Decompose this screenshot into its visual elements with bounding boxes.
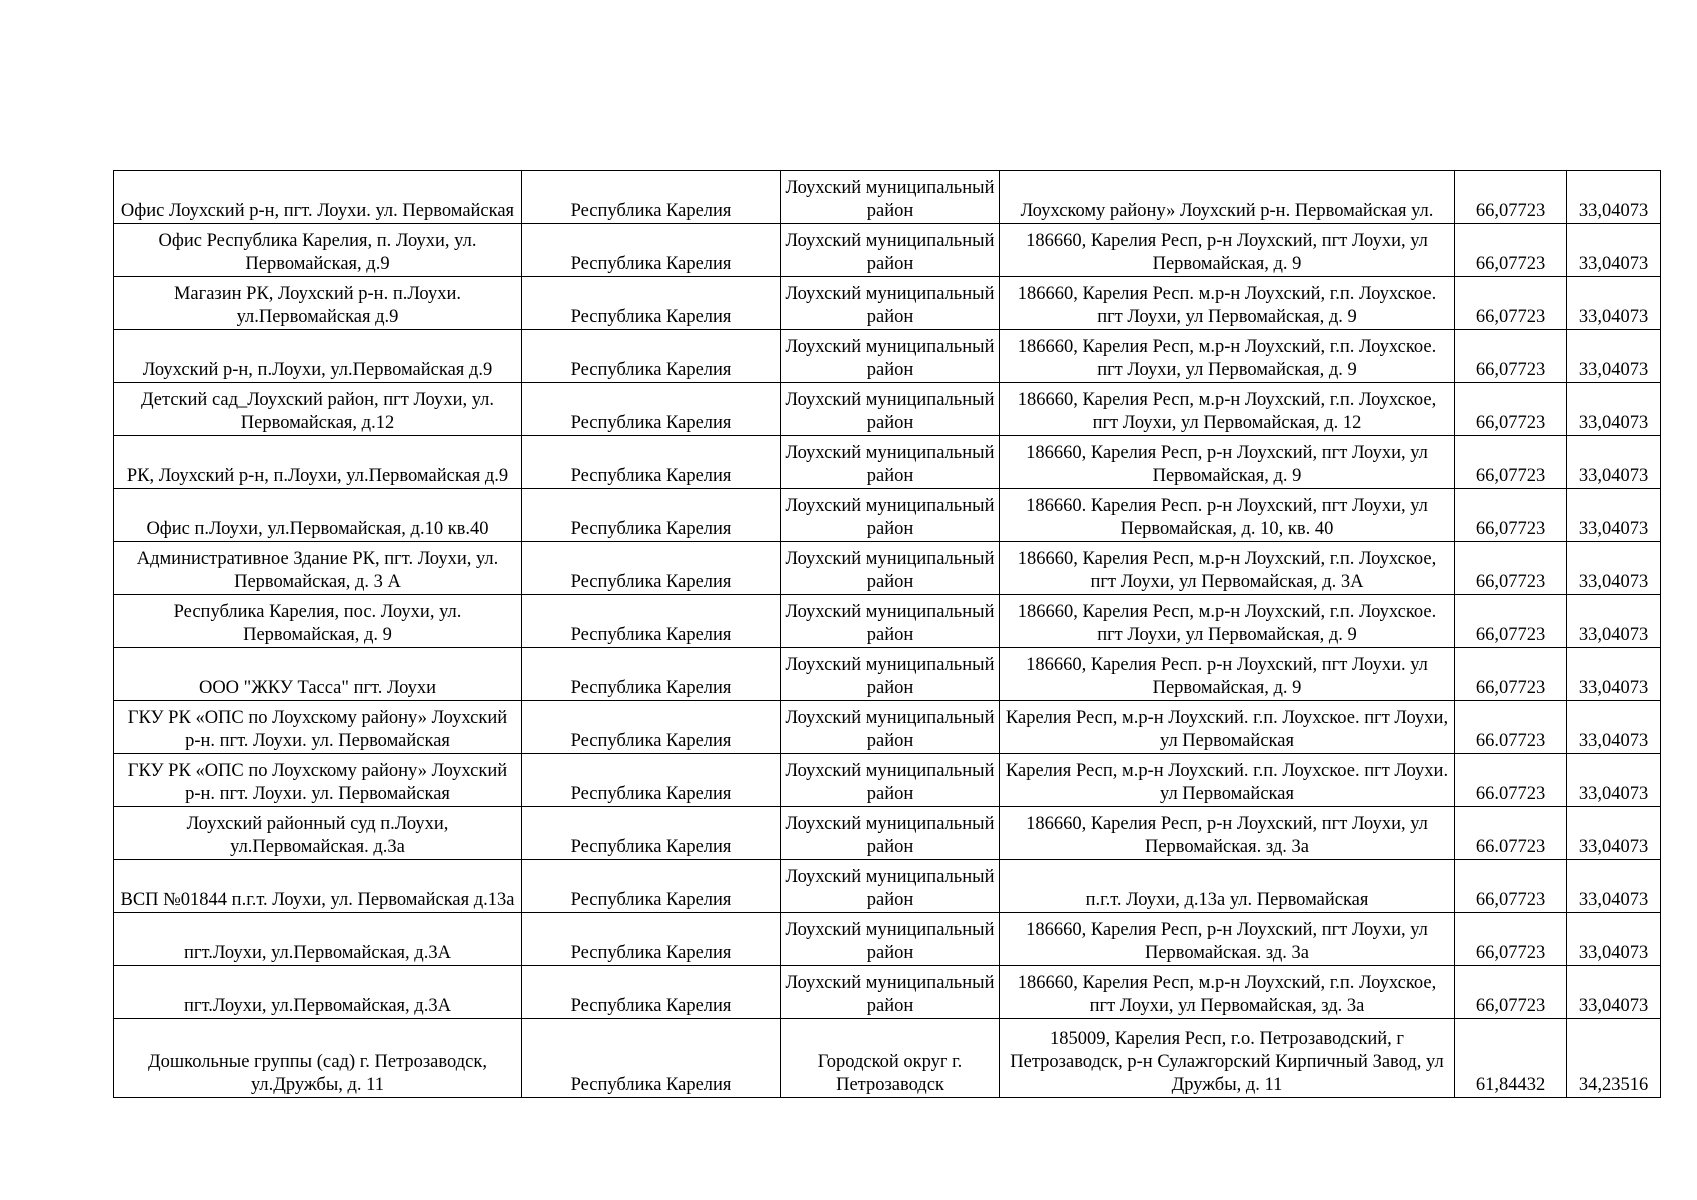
longitude-cell: 33,04073 (1567, 171, 1661, 224)
object-name-cell: ООО "ЖКУ Тасса" пгт. Лоухи (114, 648, 522, 701)
longitude-cell: 33,04073 (1567, 330, 1661, 383)
object-name-cell: Республика Карелия, пос. Лоухи, ул. Первомайская, д. 9 (114, 595, 522, 648)
longitude-cell: 33,04073 (1567, 860, 1661, 913)
latitude-cell: 66,07723 (1455, 648, 1567, 701)
region-cell: Республика Карелия (522, 807, 781, 860)
district-cell: Лоухский муниципальный район (781, 383, 1000, 436)
table-row (114, 807, 1661, 860)
latitude-cell: 66,07723 (1455, 436, 1567, 489)
latitude-cell: 66,07723 (1455, 224, 1567, 277)
object-name-cell: РК, Лоухский р-н, п.Лоухи, ул.Первомайская д.9 (114, 436, 522, 489)
region-cell: Республика Карелия (522, 542, 781, 595)
address-cell: 186660, Карелия Респ, м.р-н Лоухский, г.п. Лоухское, пгт Лоухи, ул Первомайская, зд. 3а (1000, 966, 1455, 1019)
longitude-cell: 33,04073 (1567, 383, 1661, 436)
object-name-cell: Лоухский районный суд п.Лоухи, ул.Первомайская. д.3а (114, 807, 522, 860)
address-cell: 186660, Карелия Респ, м.р-н Лоухский, г.п. Лоухское. пгт Лоухи, ул Первомайская, д. 9 (1000, 330, 1455, 383)
longitude-cell: 33,04073 (1567, 701, 1661, 754)
district-cell: Лоухский муниципальный район (781, 701, 1000, 754)
district-cell: Лоухский муниципальный район (781, 754, 1000, 807)
address-cell: 185009, Карелия Респ, г.о. Петрозаводский, г Петрозаводск, р-н Сулажгорский Кирпичный Завод, ул Дружбы, д. 11 (1000, 1019, 1455, 1098)
table-row (114, 595, 1661, 648)
district-cell: Лоухский муниципальный район (781, 807, 1000, 860)
table-body (114, 171, 1661, 1098)
table-row (114, 542, 1661, 595)
longitude-cell: 33,04073 (1567, 807, 1661, 860)
address-cell: 186660, Карелия Респ, р-н Лоухский, пгт Лоухи, ул Первомайская, д. 9 (1000, 436, 1455, 489)
address-cell: Лоухскому району» Лоухский р-н. Первомайская ул. (1000, 171, 1455, 224)
latitude-cell: 66,07723 (1455, 171, 1567, 224)
longitude-cell: 33,04073 (1567, 277, 1661, 330)
region-cell: Республика Карелия (522, 330, 781, 383)
object-name-cell: Офис Республика Карелия, п. Лоухи, ул. Первомайская, д.9 (114, 224, 522, 277)
district-cell: Лоухский муниципальный район (781, 542, 1000, 595)
object-name-cell: ГКУ РК «ОПС по Лоухскому району» Лоухский р-н. пгт. Лоухи. ул. Первомайская (114, 701, 522, 754)
address-cell: Карелия Респ, м.р-н Лоухский. г.п. Лоухское. пгт Лоухи, ул Первомайская (1000, 701, 1455, 754)
region-cell: Республика Карелия (522, 436, 781, 489)
object-name-cell: Административное Здание РК, пгт. Лоухи, ул. Первомайская, д. 3 А (114, 542, 522, 595)
region-cell: Республика Карелия (522, 966, 781, 1019)
latitude-cell: 66,07723 (1455, 330, 1567, 383)
object-name-cell: ВСП №01844 п.г.т. Лоухи, ул. Первомайская д.13а (114, 860, 522, 913)
address-cell: 186660, Карелия Респ, м.р-н Лоухский, г.п. Лоухское. пгт Лоухи, ул Первомайская, д. 9 (1000, 595, 1455, 648)
region-cell: Республика Карелия (522, 383, 781, 436)
address-cell: 186660. Карелия Респ. р-н Лоухский, пгт Лоухи, ул Первомайская, д. 10, кв. 40 (1000, 489, 1455, 542)
latitude-cell: 66.07723 (1455, 701, 1567, 754)
longitude-cell: 34,23516 (1567, 1019, 1661, 1098)
object-name-cell: Офис Лоухский р-н, пгт. Лоухи. ул. Первомайская (114, 171, 522, 224)
district-cell: Лоухский муниципальный район (781, 277, 1000, 330)
address-cell: 186660, Карелия Респ, м.р-н Лоухский, г.п. Лоухское, пгт Лоухи, ул Первомайская, д. 12 (1000, 383, 1455, 436)
table-row (114, 171, 1661, 224)
region-cell: Республика Карелия (522, 277, 781, 330)
region-cell: Республика Карелия (522, 1019, 781, 1098)
region-cell: Республика Карелия (522, 648, 781, 701)
latitude-cell: 66.07723 (1455, 754, 1567, 807)
object-name-cell: Лоухский р-н, п.Лоухи, ул.Первомайская д.9 (114, 330, 522, 383)
region-cell: Республика Карелия (522, 754, 781, 807)
table-row (114, 489, 1661, 542)
district-cell: Лоухский муниципальный район (781, 860, 1000, 913)
latitude-cell: 66,07723 (1455, 542, 1567, 595)
address-cell: 186660, Карелия Респ, р-н Лоухский, пгт Лоухи, ул Первомайская. зд. 3а (1000, 807, 1455, 860)
table-row (114, 224, 1661, 277)
region-cell: Республика Карелия (522, 171, 781, 224)
latitude-cell: 66.07723 (1455, 807, 1567, 860)
region-cell: Республика Карелия (522, 913, 781, 966)
district-cell: Лоухский муниципальный район (781, 648, 1000, 701)
latitude-cell: 66,07723 (1455, 966, 1567, 1019)
address-cell: 186660, Карелия Респ. м.р-н Лоухский, г.п. Лоухское. пгт Лоухи, ул Первомайская, д. 9 (1000, 277, 1455, 330)
table-row (114, 648, 1661, 701)
district-cell: Лоухский муниципальный район (781, 595, 1000, 648)
table-row (114, 436, 1661, 489)
region-cell: Республика Карелия (522, 224, 781, 277)
district-cell: Лоухский муниципальный район (781, 489, 1000, 542)
region-cell: Республика Карелия (522, 489, 781, 542)
object-name-cell: Детский сад_Лоухский район, пгт Лоухи, ул. Первомайская, д.12 (114, 383, 522, 436)
longitude-cell: 33,04073 (1567, 489, 1661, 542)
table-row (114, 330, 1661, 383)
table-row (114, 754, 1661, 807)
region-cell: Республика Карелия (522, 701, 781, 754)
longitude-cell: 33,04073 (1567, 542, 1661, 595)
region-cell: Республика Карелия (522, 860, 781, 913)
latitude-cell: 66,07723 (1455, 383, 1567, 436)
region-cell: Республика Карелия (522, 595, 781, 648)
longitude-cell: 33,04073 (1567, 966, 1661, 1019)
longitude-cell: 33,04073 (1567, 754, 1661, 807)
address-cell: 186660, Карелия Респ. р-н Лоухский, пгт Лоухи. ул Первомайская, д. 9 (1000, 648, 1455, 701)
table-row (114, 701, 1661, 754)
table-row (114, 913, 1661, 966)
object-name-cell: Офис п.Лоухи, ул.Первомайская, д.10 кв.40 (114, 489, 522, 542)
address-cell: 186660, Карелия Респ, р-н Лоухский, пгт Лоухи, ул Первомайская. зд. 3а (1000, 913, 1455, 966)
district-cell: Лоухский муниципальный район (781, 171, 1000, 224)
longitude-cell: 33,04073 (1567, 913, 1661, 966)
object-name-cell: пгт.Лоухи, ул.Первомайская, д.3А (114, 913, 522, 966)
locations-table (113, 170, 1661, 1098)
object-name-cell: ГКУ РК «ОПС по Лоухскому району» Лоухский р-н. пгт. Лоухи. ул. Первомайская (114, 754, 522, 807)
longitude-cell: 33,04073 (1567, 224, 1661, 277)
longitude-cell: 33,04073 (1567, 436, 1661, 489)
object-name-cell: Магазин РК, Лоухский р-н. п.Лоухи. ул.Первомайская д.9 (114, 277, 522, 330)
latitude-cell: 66,07723 (1455, 489, 1567, 542)
latitude-cell: 66,07723 (1455, 913, 1567, 966)
longitude-cell: 33,04073 (1567, 648, 1661, 701)
object-name-cell: Дошкольные группы (сад) г. Петрозаводск, ул.Дружбы, д. 11 (114, 1019, 522, 1098)
district-cell: Лоухский муниципальный район (781, 436, 1000, 489)
table-row (114, 383, 1661, 436)
table-row (114, 277, 1661, 330)
address-cell: 186660, Карелия Респ, м.р-н Лоухский, г.п. Лоухское, пгт Лоухи, ул Первомайская, д. 3А (1000, 542, 1455, 595)
table-row (114, 966, 1661, 1019)
latitude-cell: 66,07723 (1455, 595, 1567, 648)
table-row (114, 860, 1661, 913)
district-cell: Лоухский муниципальный район (781, 330, 1000, 383)
address-cell: п.г.т. Лоухи, д.13а ул. Первомайская (1000, 860, 1455, 913)
latitude-cell: 66,07723 (1455, 860, 1567, 913)
district-cell: Лоухский муниципальный район (781, 966, 1000, 1019)
address-cell: 186660, Карелия Респ, р-н Лоухский, пгт Лоухи, ул Первомайская, д. 9 (1000, 224, 1455, 277)
latitude-cell: 66,07723 (1455, 277, 1567, 330)
district-cell: Лоухский муниципальный район (781, 224, 1000, 277)
district-cell: Лоухский муниципальный район (781, 913, 1000, 966)
district-cell: Городской округ г. Петрозаводск (781, 1019, 1000, 1098)
table-row (114, 1019, 1661, 1098)
object-name-cell: пгт.Лоухи, ул.Первомайская, д.3А (114, 966, 522, 1019)
longitude-cell: 33,04073 (1567, 595, 1661, 648)
address-cell: Карелия Респ, м.р-н Лоухский. г.п. Лоухское. пгт Лоухи. ул Первомайская (1000, 754, 1455, 807)
latitude-cell: 61,84432 (1455, 1019, 1567, 1098)
